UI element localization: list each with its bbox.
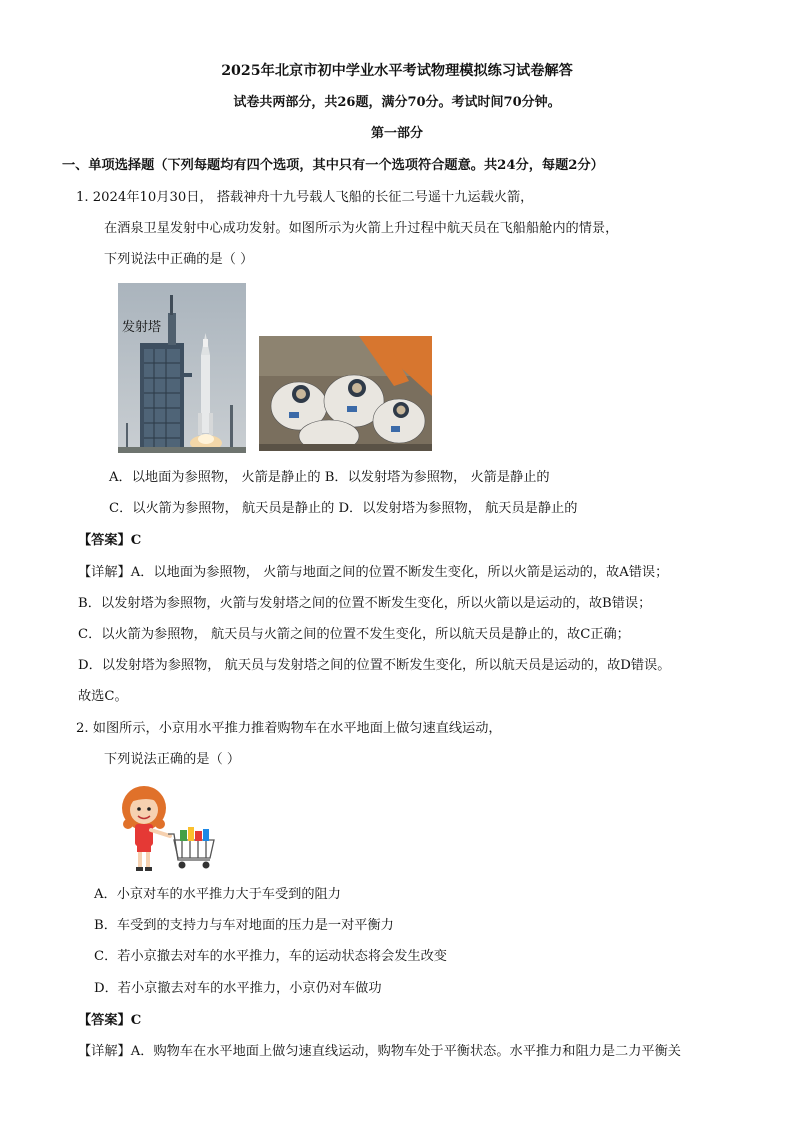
q1-conclusion: 故选C。 [78, 689, 128, 704]
astronauts-cabin-photo [259, 336, 432, 451]
q2-detail-a: 【详解】A．购物车在水平地面上做匀速直线运动，购物车处于平衡状态。水平推力和阻力是二力平衡关 [78, 1044, 681, 1059]
q1-detail-c: C．以火箭为参照物， 航天员与火箭之间的位置不发生变化，所以航天员是静止的，故C正确； [78, 627, 630, 642]
q2-stem-line2: 下列说法正确的是（ ） [104, 752, 241, 767]
q2-option-a: A．小京对车的水平推力大于车受到的阻力 [94, 887, 341, 902]
q1-answer: 【答案】C [78, 533, 142, 548]
part-heading: 第一部分 [370, 126, 423, 141]
q1-detail-a: 【详解】A．以地面为参照物， 火箭与地面之间的位置不断发生变化，所以火箭是运动的，故A错误； [78, 565, 669, 580]
girl-shopping-cart-illustration [118, 780, 218, 876]
q1-options-ab: A．以地面为参照物， 火箭是静止的 B．以发射塔为参照物， 火箭是静止的 [109, 470, 550, 485]
q1-detail-d: D．以发射塔为参照物， 航天员与发射塔之间的位置不断发生变化，所以航天员是运动的，故D错误。 [78, 658, 671, 673]
q2-option-c: C．若小京撤去对车的水平推力，车的运动状态将会发生改变 [94, 949, 447, 964]
q1-detail-b: B．以发射塔为参照物，火箭与发射塔之间的位置不断发生变化，所以火箭以是运动的，故B错误； [78, 596, 652, 611]
q1-stem-line3: 下列说法中正确的是（ ） [104, 252, 254, 267]
figure-label-launch-tower: 发射塔 [122, 320, 162, 335]
q1-stem-line2: 在酒泉卫星发射中心成功发射。如图所示为火箭上升过程中航天员在飞船船舱内的情景， [104, 221, 619, 236]
q1-options-cd: C．以火箭为参照物， 航天员是静止的 D．以发射塔为参照物， 航天员是静止的 [109, 501, 578, 516]
launch-tower-photo [118, 283, 246, 453]
page-title: 2025年北京市初中学业水平考试物理模拟练习试卷解答 [221, 63, 573, 79]
q2-stem-line1: 2. 如图所示，小京用水平推力推着购物车在水平地面上做匀速直线运动， [76, 721, 502, 736]
exam-info: 试卷共两部分，共26题，满分70分。考试时间70分钟。 [233, 95, 561, 110]
q2-option-d: D．若小京撤去对车的水平推力，小京仍对车做功 [94, 981, 382, 996]
section-heading: 一、单项选择题（下列每题均有四个选项，其中只有一个选项符合题意。共24分，每题2分） [62, 158, 604, 173]
q2-answer: 【答案】C [78, 1013, 142, 1028]
q2-option-b: B．车受到的支持力与车对地面的压力是一对平衡力 [94, 918, 394, 933]
q1-stem-line1: 1. 2024年10月30日， 搭载神舟十九号载人飞船的长征二号遥十九运载火箭， [76, 190, 534, 205]
